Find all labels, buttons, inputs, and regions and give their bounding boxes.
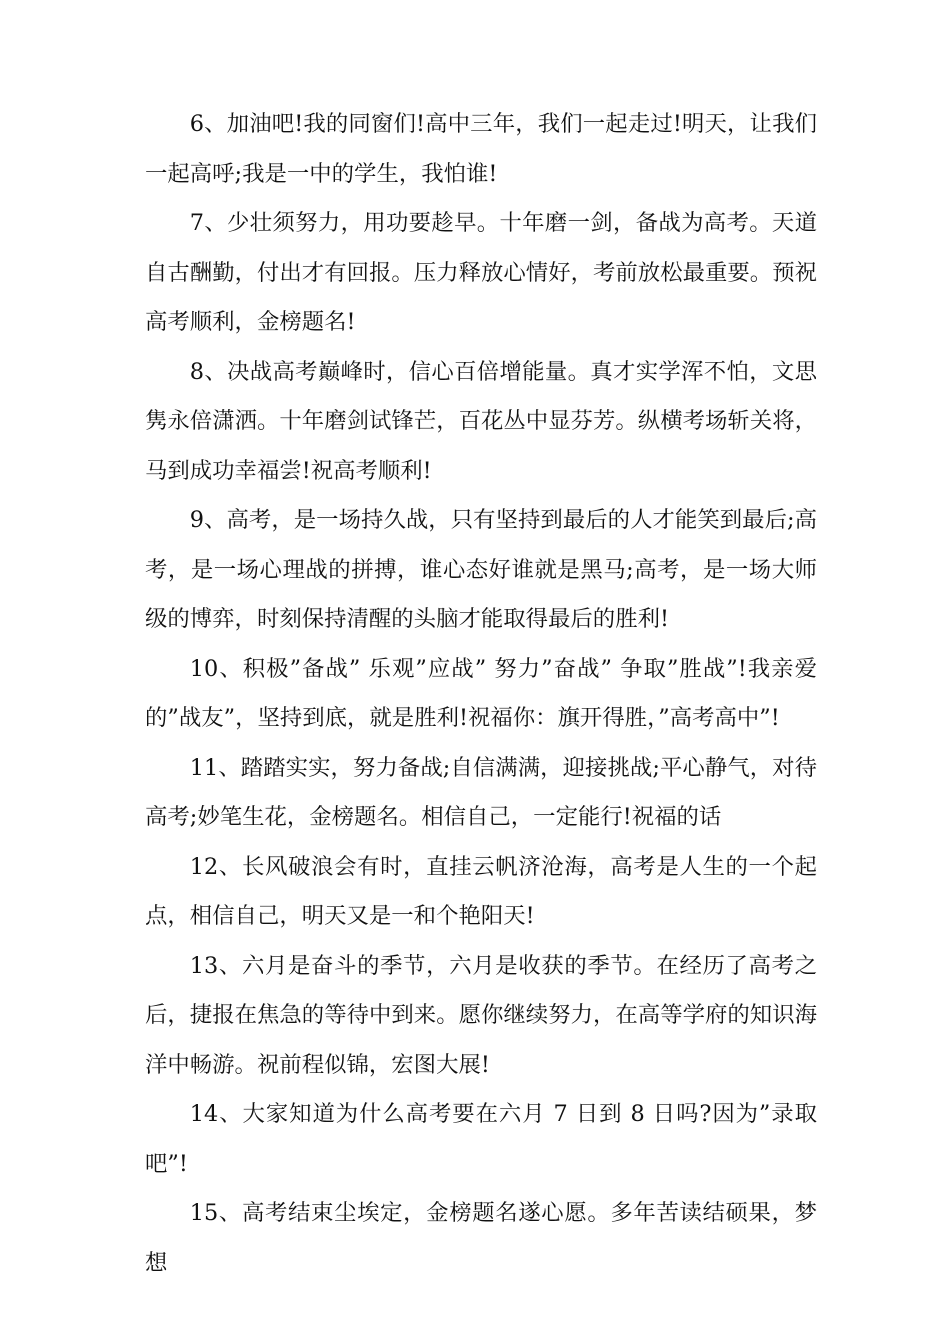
paragraph-9: 9、高考，是一场持久战，只有坚持到最后的人才能笑到最后;高考，是一场心理战的拼搏，谁心态好谁就是黑马;高考，是一场大师级的博弈，时刻保持清醒的头脑才能取得最后的胜利! (145, 507, 817, 632)
document-body (145, 100, 817, 1288)
paragraph-7: 7、少壮须努力，用功要趁早。十年磨一剑，备战为高考。天道自古酬勤，付出才有回报。压力释放心情好，考前放松最重要。预祝高考顺利，金榜题名! (145, 210, 817, 335)
paragraph-6: 6、加油吧!我的同窗们!高中三年，我们一起走过!明天，让我们一起高呼;我是一中的学生，我怕谁! (145, 111, 817, 187)
paragraph-12: 12、长风破浪会有时，直挂云帆济沧海，高考是人生的一个起点，相信自己，明天又是一和个艳阳天! (145, 853, 817, 929)
paragraph-10: 10、积极”备战” 乐观”应战” 努力”奋战” 争取”胜战”!我亲爱的”战友”，坚持到底，就是胜利!祝福你：旗开得胜，”高考高中”! (145, 655, 817, 731)
paragraph-15: 15、高考结束尘埃定，金榜题名遂心愿。多年苦读结硕果，梦想 (145, 1200, 817, 1276)
paragraph-11: 11、踏踏实实，努力备战;自信满满，迎接挑战;平心静气，对待高考;妙笔生花，金榜题名。相信自己，一定能行!祝福的话 (145, 754, 817, 830)
paragraph-14: 14、大家知道为什么高考要在六月 7 日到 8 日吗?因为”录取吧”! (145, 1101, 817, 1177)
paragraph-8: 8、决战高考巅峰时，信心百倍增能量。真才实学浑不怕，文思隽永倍潇洒。十年磨剑试锋芒，百花丛中显芬芳。纵横考场斩关将，马到成功幸福尝!祝高考顺利! (145, 358, 817, 484)
paragraph-13: 13、六月是奋斗的季节，六月是收获的季节。在经历了高考之后，捷报在焦急的等待中到来。愿你继续努力，在高等学府的知识海洋中畅游。祝前程似锦，宏图大展! (145, 952, 817, 1078)
